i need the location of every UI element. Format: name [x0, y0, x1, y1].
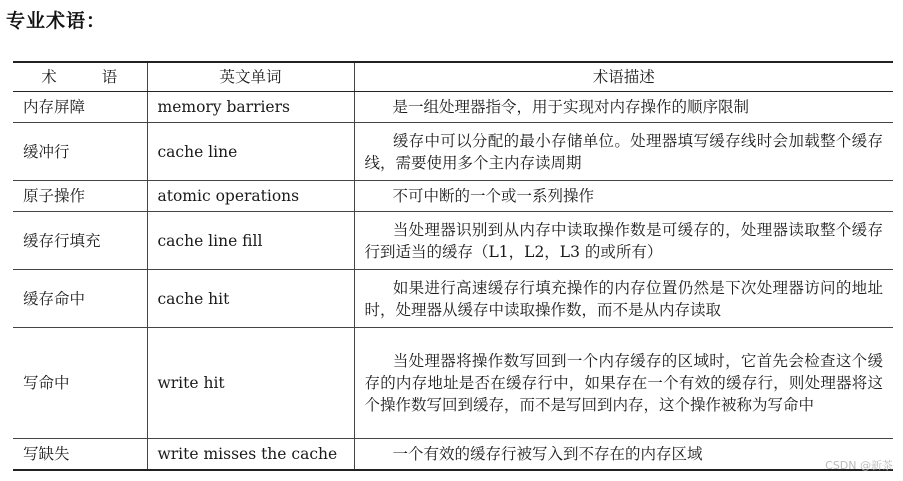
english-cell: cache line fill — [147, 212, 354, 270]
description-cell: 一个有效的缓存行被写入到不存在的内存区域 — [354, 439, 893, 470]
table-header-row — [13, 62, 893, 92]
table-row — [13, 181, 893, 212]
header-english: 英文单词 — [147, 62, 354, 92]
english-cell: write misses the cache — [147, 439, 354, 470]
description-cell: 是一组处理器指令，用于实现对内存操作的顺序限制 — [354, 92, 893, 123]
table-row — [13, 328, 893, 439]
term-cell: 写缺失 — [13, 439, 147, 470]
table-row — [13, 270, 893, 328]
header-term: 术 语 — [13, 62, 147, 92]
term-cell: 原子操作 — [13, 181, 147, 212]
term-cell: 缓存命中 — [13, 270, 147, 328]
term-cell: 写命中 — [13, 328, 147, 439]
description-cell: 缓存中可以分配的最小存储单位。处理器填写缓存线时会加载整个缓存线，需要使用多个主内存读周期 — [354, 123, 893, 181]
table-row — [13, 123, 893, 181]
table-row — [13, 212, 893, 270]
english-cell: memory barriers — [147, 92, 354, 123]
english-cell: cache line — [147, 123, 354, 181]
description-cell: 如果进行高速缓存行填充操作的内存位置仍然是下次处理器访问的地址时，处理器从缓存中读取操作数，而不是从内存读取 — [354, 270, 893, 328]
table-row — [13, 92, 893, 123]
section-heading: 专业术语： — [6, 10, 107, 32]
description-cell: 当处理器将操作数写回到一个内存缓存的区域时，它首先会检查这个缓存的内存地址是否在缓存行中，如果存在一个有效的缓存行，则处理器将这个操作数写回到缓存，而不是写回到内存，这个操作被称为写命中 — [354, 328, 893, 439]
watermark: CSDN @新茶 — [825, 459, 893, 472]
table-row — [13, 439, 893, 470]
term-cell: 缓冲行 — [13, 123, 147, 181]
description-cell: 当处理器识别到从内存中读取操作数是可缓存的，处理器读取整个缓存行到适当的缓存（L1，L2，L3 的或所有） — [354, 212, 893, 270]
header-description: 术语描述 — [354, 62, 893, 92]
english-cell: cache hit — [147, 270, 354, 328]
description-cell: 不可中断的一个或一系列操作 — [354, 181, 893, 212]
terminology-table — [13, 61, 893, 471]
english-cell: atomic operations — [147, 181, 354, 212]
english-cell: write hit — [147, 328, 354, 439]
term-cell: 缓存行填充 — [13, 212, 147, 270]
term-cell: 内存屏障 — [13, 92, 147, 123]
